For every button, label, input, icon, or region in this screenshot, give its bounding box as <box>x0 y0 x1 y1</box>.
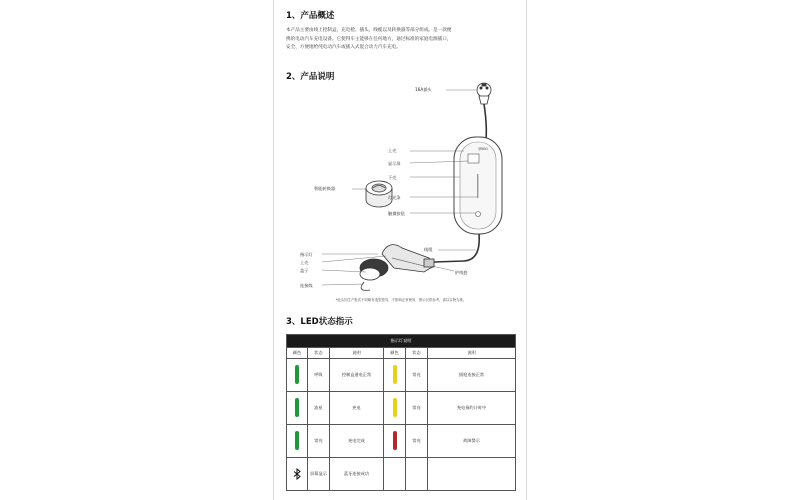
label-bottom-shell: 下壳 <box>388 175 397 180</box>
desc-cell: 故障警示 <box>428 425 516 458</box>
section-heading-led: 3、LED状态指示 <box>286 317 353 327</box>
green-light-bar <box>295 365 299 384</box>
label-adapter: 智能转换器 <box>314 186 335 191</box>
header-desc: 说明 <box>428 348 516 359</box>
header-state: 状态 <box>308 348 330 359</box>
color-swatch-cell <box>287 425 308 458</box>
label-sleeve: 护线套 <box>455 270 468 275</box>
desc-cell: 控制盒通电正常 <box>330 359 384 392</box>
section-heading-description: 2、产品说明 <box>286 72 335 82</box>
plug-pin <box>480 87 482 89</box>
main-cable <box>434 234 479 262</box>
desc-cell: 充电完成 <box>330 425 384 458</box>
table-row <box>287 458 516 491</box>
header-color: 颜色 <box>384 348 406 359</box>
overview-line: 携的电动汽车充电设备。它使得车主能够在任何地方，通过标准的家庭电源插口， <box>286 36 452 42</box>
empty-cell <box>406 458 428 491</box>
overview-line: 本产品主要由线上控制盒、充电枪、插头、线缆以及转换器等部分组成。是一款便 <box>286 28 452 33</box>
state-cell: 流星 <box>308 392 330 425</box>
bluetooth-icon <box>293 468 301 480</box>
plug-body <box>479 96 489 104</box>
red-light-bar <box>393 431 397 450</box>
color-swatch-cell <box>287 359 308 392</box>
desc-cell: 蓝牙连接成功 <box>330 458 384 491</box>
label-gun-top: 上壳 <box>300 260 309 265</box>
label-display: 显示屏 <box>388 161 401 166</box>
display-screen <box>468 154 479 163</box>
label-touch-button: 触摸按钮 <box>388 211 405 216</box>
desc-cell: 充电预约计时中 <box>428 392 516 425</box>
yellow-light-bar <box>393 398 397 417</box>
plug-illustration <box>477 83 491 104</box>
svg-text:@BBG: @BBG <box>478 147 488 151</box>
state-cell: 常亮 <box>406 425 428 458</box>
header-state: 状态 <box>406 348 428 359</box>
color-swatch-cell <box>287 458 308 491</box>
state-cell: 常亮 <box>406 392 428 425</box>
state-cell: 屏幕显示 <box>308 458 330 491</box>
green-light-bar <box>295 431 299 450</box>
plug-cable <box>484 104 486 140</box>
plug-pin <box>482 84 486 86</box>
sleeve <box>424 259 434 267</box>
state-cell: 常亮 <box>406 359 428 392</box>
label-connector-cable: 连接线 <box>300 283 313 288</box>
table-row <box>287 392 516 425</box>
state-cell: 呼吸 <box>308 359 330 392</box>
light-strip <box>477 174 478 198</box>
charging-gun-illustration <box>360 245 434 291</box>
overview-paragraph <box>286 27 514 53</box>
diagram-footnote: *此头因生产批次不同略有造型差异，不影响正常使用，图示仅供参考，请以实物为准。 <box>335 298 467 302</box>
desc-cell: 充电 <box>330 392 384 425</box>
empty-cell <box>384 458 406 491</box>
section-heading-overview: 1、产品概述 <box>286 11 335 21</box>
yellow-light-bar <box>393 365 397 384</box>
header-color: 颜色 <box>287 348 308 359</box>
table-row <box>287 425 516 458</box>
state-cell: 常亮 <box>308 425 330 458</box>
label-cable: 线缆 <box>424 247 433 252</box>
label-light-strip: 灯光条 <box>388 195 401 200</box>
table-header-row <box>287 348 516 359</box>
label-top-shell: 上壳 <box>388 148 397 153</box>
overview-line: 安全、方便地给纯电动汽车或插入式混合动力汽车充电。 <box>286 45 401 51</box>
cover-strap <box>361 282 370 290</box>
color-swatch-cell <box>384 359 406 392</box>
color-swatch-cell <box>384 392 406 425</box>
desc-cell: 插枪连接正常 <box>428 359 516 392</box>
touch-button <box>476 212 481 217</box>
led-status-table <box>286 334 516 491</box>
manual-page <box>273 0 527 500</box>
control-box-illustration <box>454 137 502 234</box>
header-desc: 说明 <box>330 348 384 359</box>
table-title: 指示灯说明 <box>287 335 516 348</box>
color-swatch-cell <box>287 392 308 425</box>
label-cover: 盖子 <box>300 268 309 273</box>
empty-cell <box>428 458 516 491</box>
label-plug: 16A插头 <box>415 87 432 92</box>
green-light-bar <box>295 398 299 417</box>
table-row <box>287 359 516 392</box>
label-indicator: 指示灯 <box>300 252 313 257</box>
gun-cover <box>360 268 380 280</box>
color-swatch-cell <box>384 425 406 458</box>
product-diagram <box>274 82 528 302</box>
adapter-illustration <box>366 181 392 207</box>
plug-pin <box>486 87 488 89</box>
